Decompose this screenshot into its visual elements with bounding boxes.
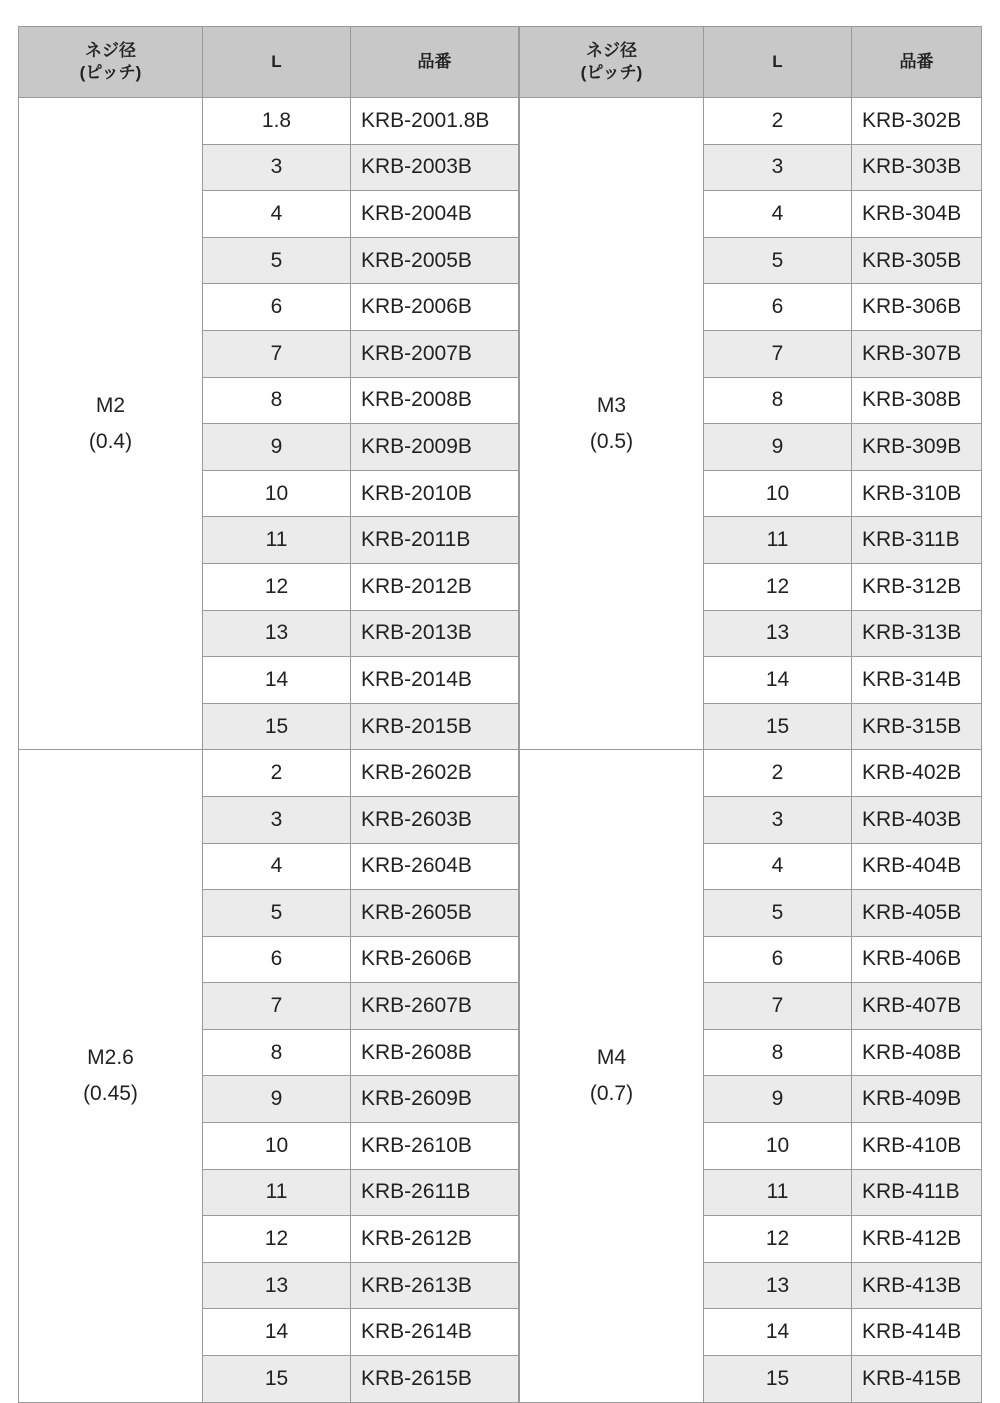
part-number-cell: KRB-2610B <box>351 1123 519 1170</box>
thread-size-cell <box>520 98 704 750</box>
length-cell: 13 <box>203 610 351 657</box>
thread-size: M4 <box>596 1045 627 1069</box>
length-cell: 9 <box>704 1076 852 1123</box>
length-cell: 8 <box>704 1029 852 1076</box>
header-part-number: 品番 <box>852 27 982 98</box>
length-cell: 9 <box>704 424 852 471</box>
part-number-cell: KRB-2607B <box>351 983 519 1030</box>
length-cell: 7 <box>203 330 351 377</box>
length-cell: 4 <box>203 191 351 238</box>
part-number-cell: KRB-2612B <box>351 1216 519 1263</box>
part-number-cell: KRB-310B <box>852 470 982 517</box>
header-row <box>520 27 982 98</box>
spec-table-wrapper <box>18 26 982 1403</box>
header-part-number: 品番 <box>351 27 519 98</box>
part-number-cell: KRB-2602B <box>351 750 519 797</box>
length-cell: 5 <box>203 237 351 284</box>
part-number-cell: KRB-2615B <box>351 1356 519 1403</box>
part-number-cell: KRB-2010B <box>351 470 519 517</box>
part-number-cell: KRB-311B <box>852 517 982 564</box>
length-cell: 14 <box>704 657 852 704</box>
length-cell: 14 <box>203 657 351 704</box>
part-number-cell: KRB-307B <box>852 330 982 377</box>
length-cell: 13 <box>704 610 852 657</box>
thread-pitch: (0.7) <box>589 1081 634 1105</box>
length-cell: 13 <box>203 1262 351 1309</box>
header-thread-diameter <box>19 27 203 98</box>
part-number-cell: KRB-410B <box>852 1123 982 1170</box>
table-row <box>520 750 982 797</box>
length-cell: 10 <box>203 1123 351 1170</box>
table-row <box>19 750 519 797</box>
part-number-cell: KRB-402B <box>852 750 982 797</box>
part-number-cell: KRB-2001.8B <box>351 98 519 145</box>
part-number-cell: KRB-2014B <box>351 657 519 704</box>
part-number-cell: KRB-2008B <box>351 377 519 424</box>
part-number-cell: KRB-304B <box>852 191 982 238</box>
part-number-cell: KRB-2004B <box>351 191 519 238</box>
length-cell: 5 <box>203 890 351 937</box>
thread-size-cell <box>19 750 203 1402</box>
thread-size: M3 <box>596 393 627 417</box>
part-number-cell: KRB-2613B <box>351 1262 519 1309</box>
length-cell: 11 <box>704 1169 852 1216</box>
length-cell: 6 <box>704 284 852 331</box>
thread-pitch: (0.45) <box>83 1081 138 1105</box>
part-number-cell: KRB-406B <box>852 936 982 983</box>
length-cell: 2 <box>704 750 852 797</box>
header-row <box>19 27 519 98</box>
length-cell: 15 <box>203 703 351 750</box>
length-cell: 6 <box>203 284 351 331</box>
part-number-cell: KRB-314B <box>852 657 982 704</box>
table-body-left <box>19 98 519 1403</box>
length-cell: 3 <box>704 144 852 191</box>
spec-table-right <box>519 26 982 1403</box>
header-pitch-label: (ピッチ) <box>79 63 142 82</box>
part-number-cell: KRB-2604B <box>351 843 519 890</box>
part-number-cell: KRB-414B <box>852 1309 982 1356</box>
length-cell: 8 <box>203 377 351 424</box>
part-number-cell: KRB-305B <box>852 237 982 284</box>
length-cell: 9 <box>203 424 351 471</box>
header-thread-diameter-label: ネジ径 <box>85 41 136 60</box>
thread-size: M2 <box>95 393 126 417</box>
part-number-cell: KRB-309B <box>852 424 982 471</box>
length-cell: 12 <box>203 563 351 610</box>
length-cell: 15 <box>203 1356 351 1403</box>
part-number-cell: KRB-2614B <box>351 1309 519 1356</box>
length-cell: 12 <box>704 1216 852 1263</box>
length-cell: 8 <box>704 377 852 424</box>
length-cell: 5 <box>704 890 852 937</box>
table-body-right <box>520 98 982 1403</box>
part-number-cell: KRB-412B <box>852 1216 982 1263</box>
part-number-cell: KRB-2609B <box>351 1076 519 1123</box>
spec-table-left <box>18 26 519 1403</box>
length-cell: 7 <box>203 983 351 1030</box>
header-length: L <box>203 27 351 98</box>
part-number-cell: KRB-403B <box>852 796 982 843</box>
thread-size-cell <box>520 750 704 1402</box>
length-cell: 2 <box>203 750 351 797</box>
part-number-cell: KRB-2608B <box>351 1029 519 1076</box>
length-cell: 10 <box>704 1123 852 1170</box>
header-thread-diameter <box>520 27 704 98</box>
part-number-cell: KRB-2013B <box>351 610 519 657</box>
length-cell: 13 <box>704 1262 852 1309</box>
length-cell: 10 <box>704 470 852 517</box>
length-cell: 7 <box>704 983 852 1030</box>
part-number-cell: KRB-2011B <box>351 517 519 564</box>
length-cell: 3 <box>203 796 351 843</box>
part-number-cell: KRB-408B <box>852 1029 982 1076</box>
thread-pitch: (0.5) <box>589 429 634 453</box>
length-cell: 15 <box>704 703 852 750</box>
part-number-cell: KRB-2009B <box>351 424 519 471</box>
part-number-cell: KRB-302B <box>852 98 982 145</box>
thread-size: M2.6 <box>87 1045 134 1069</box>
part-number-cell: KRB-407B <box>852 983 982 1030</box>
length-cell: 10 <box>203 470 351 517</box>
part-number-cell: KRB-415B <box>852 1356 982 1403</box>
part-number-cell: KRB-313B <box>852 610 982 657</box>
length-cell: 8 <box>203 1029 351 1076</box>
header-pitch-label: (ピッチ) <box>580 63 643 82</box>
part-number-cell: KRB-2006B <box>351 284 519 331</box>
part-number-cell: KRB-2007B <box>351 330 519 377</box>
part-number-cell: KRB-306B <box>852 284 982 331</box>
part-number-cell: KRB-405B <box>852 890 982 937</box>
length-cell: 4 <box>704 843 852 890</box>
part-number-cell: KRB-303B <box>852 144 982 191</box>
part-number-cell: KRB-2611B <box>351 1169 519 1216</box>
part-number-cell: KRB-308B <box>852 377 982 424</box>
length-cell: 9 <box>203 1076 351 1123</box>
table-row <box>520 98 982 145</box>
part-number-cell: KRB-413B <box>852 1262 982 1309</box>
length-cell: 14 <box>203 1309 351 1356</box>
length-cell: 7 <box>704 330 852 377</box>
part-number-cell: KRB-312B <box>852 563 982 610</box>
part-number-cell: KRB-2606B <box>351 936 519 983</box>
part-number-cell: KRB-2005B <box>351 237 519 284</box>
length-cell: 4 <box>704 191 852 238</box>
length-cell: 2 <box>704 98 852 145</box>
thread-pitch: (0.4) <box>88 429 133 453</box>
part-number-cell: KRB-404B <box>852 843 982 890</box>
length-cell: 3 <box>203 144 351 191</box>
header-length: L <box>704 27 852 98</box>
part-number-cell: KRB-2603B <box>351 796 519 843</box>
part-number-cell: KRB-2605B <box>351 890 519 937</box>
header-thread-diameter-label: ネジ径 <box>586 41 637 60</box>
part-number-cell: KRB-409B <box>852 1076 982 1123</box>
length-cell: 14 <box>704 1309 852 1356</box>
thread-size-cell <box>19 98 203 750</box>
length-cell: 6 <box>203 936 351 983</box>
length-cell: 12 <box>704 563 852 610</box>
part-number-cell: KRB-2012B <box>351 563 519 610</box>
part-number-cell: KRB-2003B <box>351 144 519 191</box>
length-cell: 11 <box>704 517 852 564</box>
part-number-cell: KRB-315B <box>852 703 982 750</box>
length-cell: 12 <box>203 1216 351 1263</box>
length-cell: 3 <box>704 796 852 843</box>
part-number-cell: KRB-2015B <box>351 703 519 750</box>
length-cell: 5 <box>704 237 852 284</box>
length-cell: 11 <box>203 517 351 564</box>
length-cell: 1.8 <box>203 98 351 145</box>
length-cell: 4 <box>203 843 351 890</box>
length-cell: 6 <box>704 936 852 983</box>
length-cell: 15 <box>704 1356 852 1403</box>
length-cell: 11 <box>203 1169 351 1216</box>
table-row <box>19 98 519 145</box>
part-number-cell: KRB-411B <box>852 1169 982 1216</box>
